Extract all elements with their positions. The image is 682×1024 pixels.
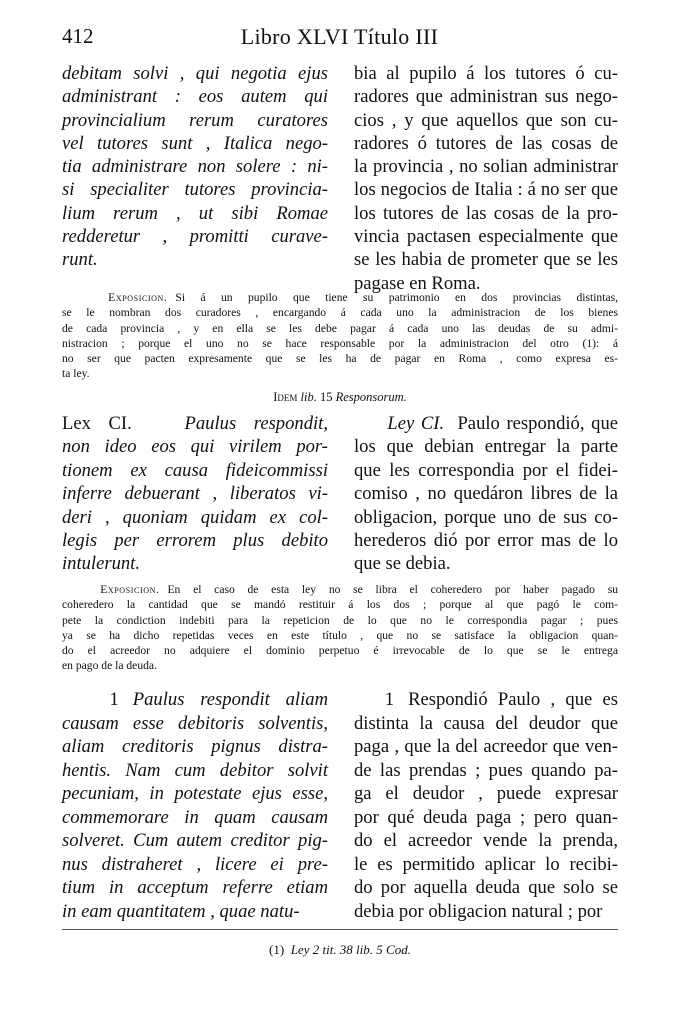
text-line: vincia pactasen especialmente que bbox=[354, 226, 618, 248]
text-line: radores ó tutores de las cosas de bbox=[354, 132, 618, 154]
latin-column bbox=[62, 62, 328, 295]
text-line: debia por obligacion natural ; por bbox=[354, 900, 603, 922]
spanish-first-line: Respondió Paulo , que es bbox=[408, 689, 618, 710]
text-line: vel tutores sunt , Italica nego- bbox=[62, 132, 328, 154]
ley-heading: Ley CI. bbox=[387, 413, 445, 434]
section-number: 1 bbox=[384, 689, 395, 710]
law-ci-block bbox=[62, 412, 618, 576]
exposition-line: se le nombran dos curadores , encargando á cada uno la administracion de los bienes bbox=[62, 306, 618, 320]
text-line: la provincia , no solian administrar bbox=[354, 156, 618, 178]
exposition-label: Exposicion. bbox=[100, 583, 160, 596]
page-number: 412 bbox=[62, 24, 94, 48]
exposition-line bbox=[62, 582, 618, 597]
latin-first-line: Paulus respondit aliam bbox=[132, 689, 328, 710]
text-line: nus distraheret , licere ei pre- bbox=[62, 853, 328, 875]
exposition-label: Exposicion. bbox=[108, 291, 168, 304]
latin-column bbox=[62, 412, 328, 576]
exposition-line: ta ley. bbox=[62, 367, 90, 381]
text-line: lium rerum , ut sibi Romae bbox=[62, 202, 328, 224]
spanish-lines bbox=[354, 712, 618, 924]
text-line: redderetur , promitti curave- bbox=[62, 226, 328, 248]
exposition-note bbox=[62, 290, 618, 382]
text-line: por qué deuda paga ; pero quan- bbox=[354, 806, 618, 828]
page-header bbox=[62, 24, 617, 54]
latin-column bbox=[62, 688, 328, 923]
exposition-line: do el acreedor no adquiere el dominio perpetuo é irrevocable de lo que se le entrega bbox=[62, 644, 618, 658]
exposition-line: pete la condiction indebiti para la repeticion de lo que no le correspondia pagar ; pues bbox=[62, 613, 618, 627]
text-line: bia al pupilo á los tutores ó cu- bbox=[354, 63, 618, 84]
text-line: comiso , no quedáron libres de la bbox=[354, 483, 618, 505]
latin-lines bbox=[62, 712, 328, 924]
source-citation bbox=[62, 390, 618, 405]
spanish-first-line: Paulo respondió, que bbox=[457, 413, 618, 434]
text-line: commemorare in quam causam bbox=[62, 806, 328, 828]
text-line: aliam creditoris pignus distra- bbox=[62, 736, 328, 757]
text-line: si specialiter tutores provincia- bbox=[62, 179, 328, 201]
text-line: runt. bbox=[62, 249, 98, 271]
text-line: deri , quoniam quidam ex col- bbox=[62, 506, 328, 528]
source-number: 15 bbox=[319, 390, 333, 404]
exposition-line: en pago de la deuda. bbox=[62, 659, 157, 673]
text-line: distinta la causa del deudor que bbox=[354, 712, 618, 734]
section-number: 1 bbox=[109, 689, 119, 710]
text-line: pagase en Roma. bbox=[354, 272, 481, 294]
text-line: ga el deudor , puede expresar bbox=[354, 783, 618, 804]
text-line: de las prendas ; pues quando pa- bbox=[354, 759, 618, 781]
spanish-heading-line bbox=[354, 412, 618, 435]
text-line: le es permitido aplicar lo recibi- bbox=[354, 853, 618, 875]
text-line: inferre debuerant , liberatos vi- bbox=[62, 483, 328, 505]
exposition-line: no ser que pacten expresamente que se les ha de pagar en Roma , como expresa es- bbox=[62, 352, 618, 366]
text-line: tia administrare non solere : ni- bbox=[62, 156, 328, 178]
footnote-rule bbox=[62, 929, 618, 930]
text-line: radores que administran sus nego- bbox=[354, 86, 618, 108]
spanish-column bbox=[354, 62, 618, 295]
footnote-mark: (1) bbox=[269, 942, 285, 957]
text-line: tionem ex causa fideicommissi bbox=[62, 459, 328, 481]
footnote bbox=[62, 942, 618, 958]
latin-section-line bbox=[62, 688, 328, 712]
text-line: hentis. Nam cum debitor solvit bbox=[62, 759, 328, 781]
exposition-text: En el caso de esta ley no se libra el coheredero por haber pagado su bbox=[167, 583, 619, 596]
text-line: los que debian entregar la parte bbox=[354, 436, 618, 458]
text-line: administrant : eos autem qui bbox=[62, 86, 328, 108]
text-line: los tutores de las cosas de la pro- bbox=[354, 202, 618, 224]
running-title: Libro XLVI Título III bbox=[240, 24, 439, 49]
source-author: Idem bbox=[273, 390, 298, 404]
text-line: cios , y que aquellos que son cu- bbox=[354, 109, 618, 131]
latin-lines bbox=[62, 435, 328, 575]
source-work: Responsorum. bbox=[335, 390, 407, 404]
text-line: herederos dió por error mas de lo bbox=[354, 530, 618, 552]
text-line: tium in acceptum referre etiam bbox=[62, 877, 328, 898]
latin-first-line: Paulus respondit, bbox=[184, 413, 328, 434]
text-line: do por aquella deuda que solo se bbox=[354, 877, 618, 898]
lex-heading: Lex CI. bbox=[62, 413, 132, 434]
text-line: que les correspondia por el fidei- bbox=[354, 459, 618, 481]
spanish-lines bbox=[354, 435, 618, 575]
text-line: non ideo eos qui virilem por- bbox=[62, 436, 328, 458]
text-line: solveret. Cum autem creditor pig- bbox=[62, 830, 328, 851]
text-line: pecuniam, in potestate ejus esse, bbox=[62, 783, 328, 804]
footnote-text: Ley 2 tit. 38 lib. 5 Cod. bbox=[290, 942, 411, 957]
source-book: lib. bbox=[300, 390, 317, 404]
exposition-line: ya se ha dicho repetidas veces en este título , que no se satisface la obligacion quan- bbox=[62, 628, 618, 642]
text-line: causam esse debitoris solventis, bbox=[62, 712, 328, 734]
exposition-note bbox=[62, 582, 618, 674]
section-1-block bbox=[62, 688, 618, 923]
text-line: los negocios de Italia : á no ser que bbox=[354, 179, 618, 201]
exposition-line bbox=[62, 290, 618, 305]
exposition-line: coheredero la cantidad que se mandó restituir á los dos ; porque al que pagó le com- bbox=[62, 598, 618, 612]
text-line: intulerunt. bbox=[62, 553, 140, 575]
text-line: legis per errorem plus debito bbox=[62, 530, 328, 552]
text-line: debitam solvi , qui negotia ejus bbox=[62, 63, 328, 84]
text-line: se les habia de prometer que se les bbox=[354, 249, 618, 271]
text-line: que se debia. bbox=[354, 553, 451, 575]
spanish-column bbox=[354, 412, 618, 576]
exposition-line: de cada provincia , y en ella se les debe pagar á cada uno las deudas de su admi- bbox=[62, 321, 618, 335]
text-line: do el acreedor vende la prenda, bbox=[354, 830, 618, 851]
latin-heading-line bbox=[62, 412, 328, 435]
text-line: obligacion, porque uno de sus co- bbox=[354, 506, 618, 528]
spanish-column bbox=[354, 688, 618, 923]
exposition-text: Si á un pupilo que tiene su patrimonio en dos provincias distintas, bbox=[175, 291, 619, 304]
text-line: provincialium rerum curatores bbox=[62, 109, 328, 131]
text-block-continued bbox=[62, 62, 618, 295]
text-line: paga , que la del acreedor que ven- bbox=[354, 736, 618, 757]
spanish-section-line bbox=[354, 688, 618, 712]
exposition-line: nistracion ; porque el uno no se hace responsable por la administracion del otro (1): á bbox=[62, 336, 618, 350]
text-line: in eam quantitatem , quae natu- bbox=[62, 900, 300, 922]
